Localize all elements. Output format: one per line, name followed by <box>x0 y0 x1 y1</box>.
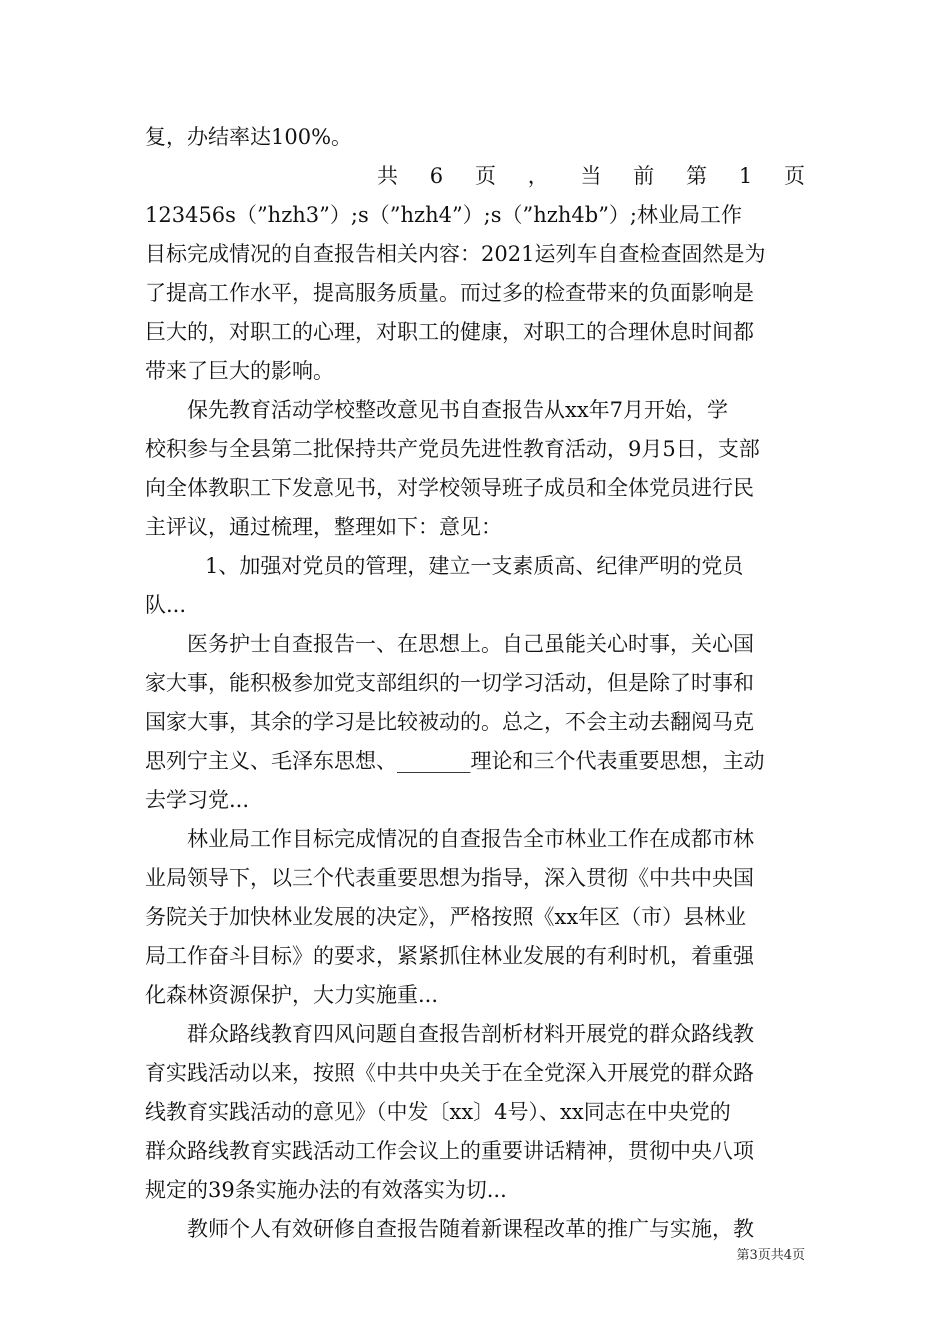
text-line: 目标完成情况的自查报告相关内容：2021运列车自查检查固然是为 <box>145 242 766 266</box>
page-nav-char: 1 <box>738 164 753 188</box>
page-nav-char: 页 <box>474 164 496 188</box>
paragraph-start-line: 医务护士自查报告一、在思想上。自己虽能关心时事，关心国 <box>187 632 754 656</box>
text-line: 队... <box>145 593 187 617</box>
text-line: 校积参与全县第二批保持共产党员先进性教育活动，9月5日，支部 <box>145 437 760 461</box>
text-line: 去学习党... <box>145 788 250 812</box>
page-nav-char: 6 <box>429 164 444 188</box>
paragraph-start-line: 群众路线教育四风问题自查报告剖析材料开展党的群众路线教 <box>187 1022 754 1046</box>
text-line: 群众路线教育实践活动工作会议上的重要讲话精神，贯彻中央八项 <box>145 1139 754 1163</box>
page-nav-char: 第 <box>686 164 708 188</box>
text-line: 育实践活动以来，按照《中共中央关于在全党深入开展党的群众路 <box>145 1061 754 1085</box>
paragraph-start-line: 保先教育活动学校整改意见书自查报告从xx年7月开始，学 <box>187 398 729 422</box>
page-nav-char: 当 <box>580 164 602 188</box>
paragraph-start-line: 林业局工作目标完成情况的自查报告全市林业工作在成都市林 <box>187 827 754 851</box>
page-nav-line <box>145 157 805 196</box>
page-nav-char: ， <box>527 164 549 188</box>
text-line: 123456s（”hzh3”）;s（”hzh4”）;s（”hzh4b”）;林业局工作 <box>145 203 743 227</box>
text-line: 了提高工作水平，提高服务质量。而过多的检查带来的负面影响是 <box>145 281 754 305</box>
text-line: 规定的39条实施办法的有效落实为切... <box>145 1178 507 1202</box>
text-line: 业局领导下，以三个代表重要思想为指导，深入贯彻《中共中央国 <box>145 866 754 890</box>
document-body <box>145 118 805 1249</box>
page-nav-char: 页 <box>784 164 805 188</box>
page-nav-char: 共 <box>377 164 398 188</box>
text-line: 局工作奋斗目标》的要求，紧紧抓住林业发展的有利时机，着重强 <box>145 944 754 968</box>
text-line: 思列宁主义、毛泽东思想、_______理论和三个代表重要思想，主动 <box>145 749 765 773</box>
text-line: 化森林资源保护，大力实施重... <box>145 983 439 1007</box>
text-line: 家大事，能积极参加党支部组织的一切学习活动，但是除了时事和 <box>145 671 754 695</box>
page-nav-char: 前 <box>633 164 655 188</box>
text-line: 复，办结率达100%。 <box>145 125 353 149</box>
text-line: 巨大的，对职工的心理，对职工的健康，对职工的合理休息时间都 <box>145 320 754 344</box>
paragraph-start-line: 教师个人有效研修自查报告随着新课程改革的推广与实施，教 <box>187 1217 754 1241</box>
text-line: 主评议，通过梳理，整理如下：意见： <box>145 515 502 539</box>
text-line: 务院关于加快林业发展的决定》，严格按照《xx年区（市）县林业 <box>145 905 747 929</box>
page-footer: 第3页共4页 <box>736 1248 805 1263</box>
paragraph-start-line: 1、加强对党员的管理，建立一支素质高、纪律严明的党员 <box>205 554 744 578</box>
text-line: 线教育实践活动的意见》（中发〔xx〕4号）、xx同志在中央党的 <box>145 1100 731 1124</box>
text-line: 向全体教职工下发意见书，对学校领导班子成员和全体党员进行民 <box>145 476 754 500</box>
text-line: 国家大事，其余的学习是比较被动的。总之，不会主动去翻阅马克 <box>145 710 754 734</box>
text-line: 带来了巨大的影响。 <box>145 359 334 383</box>
